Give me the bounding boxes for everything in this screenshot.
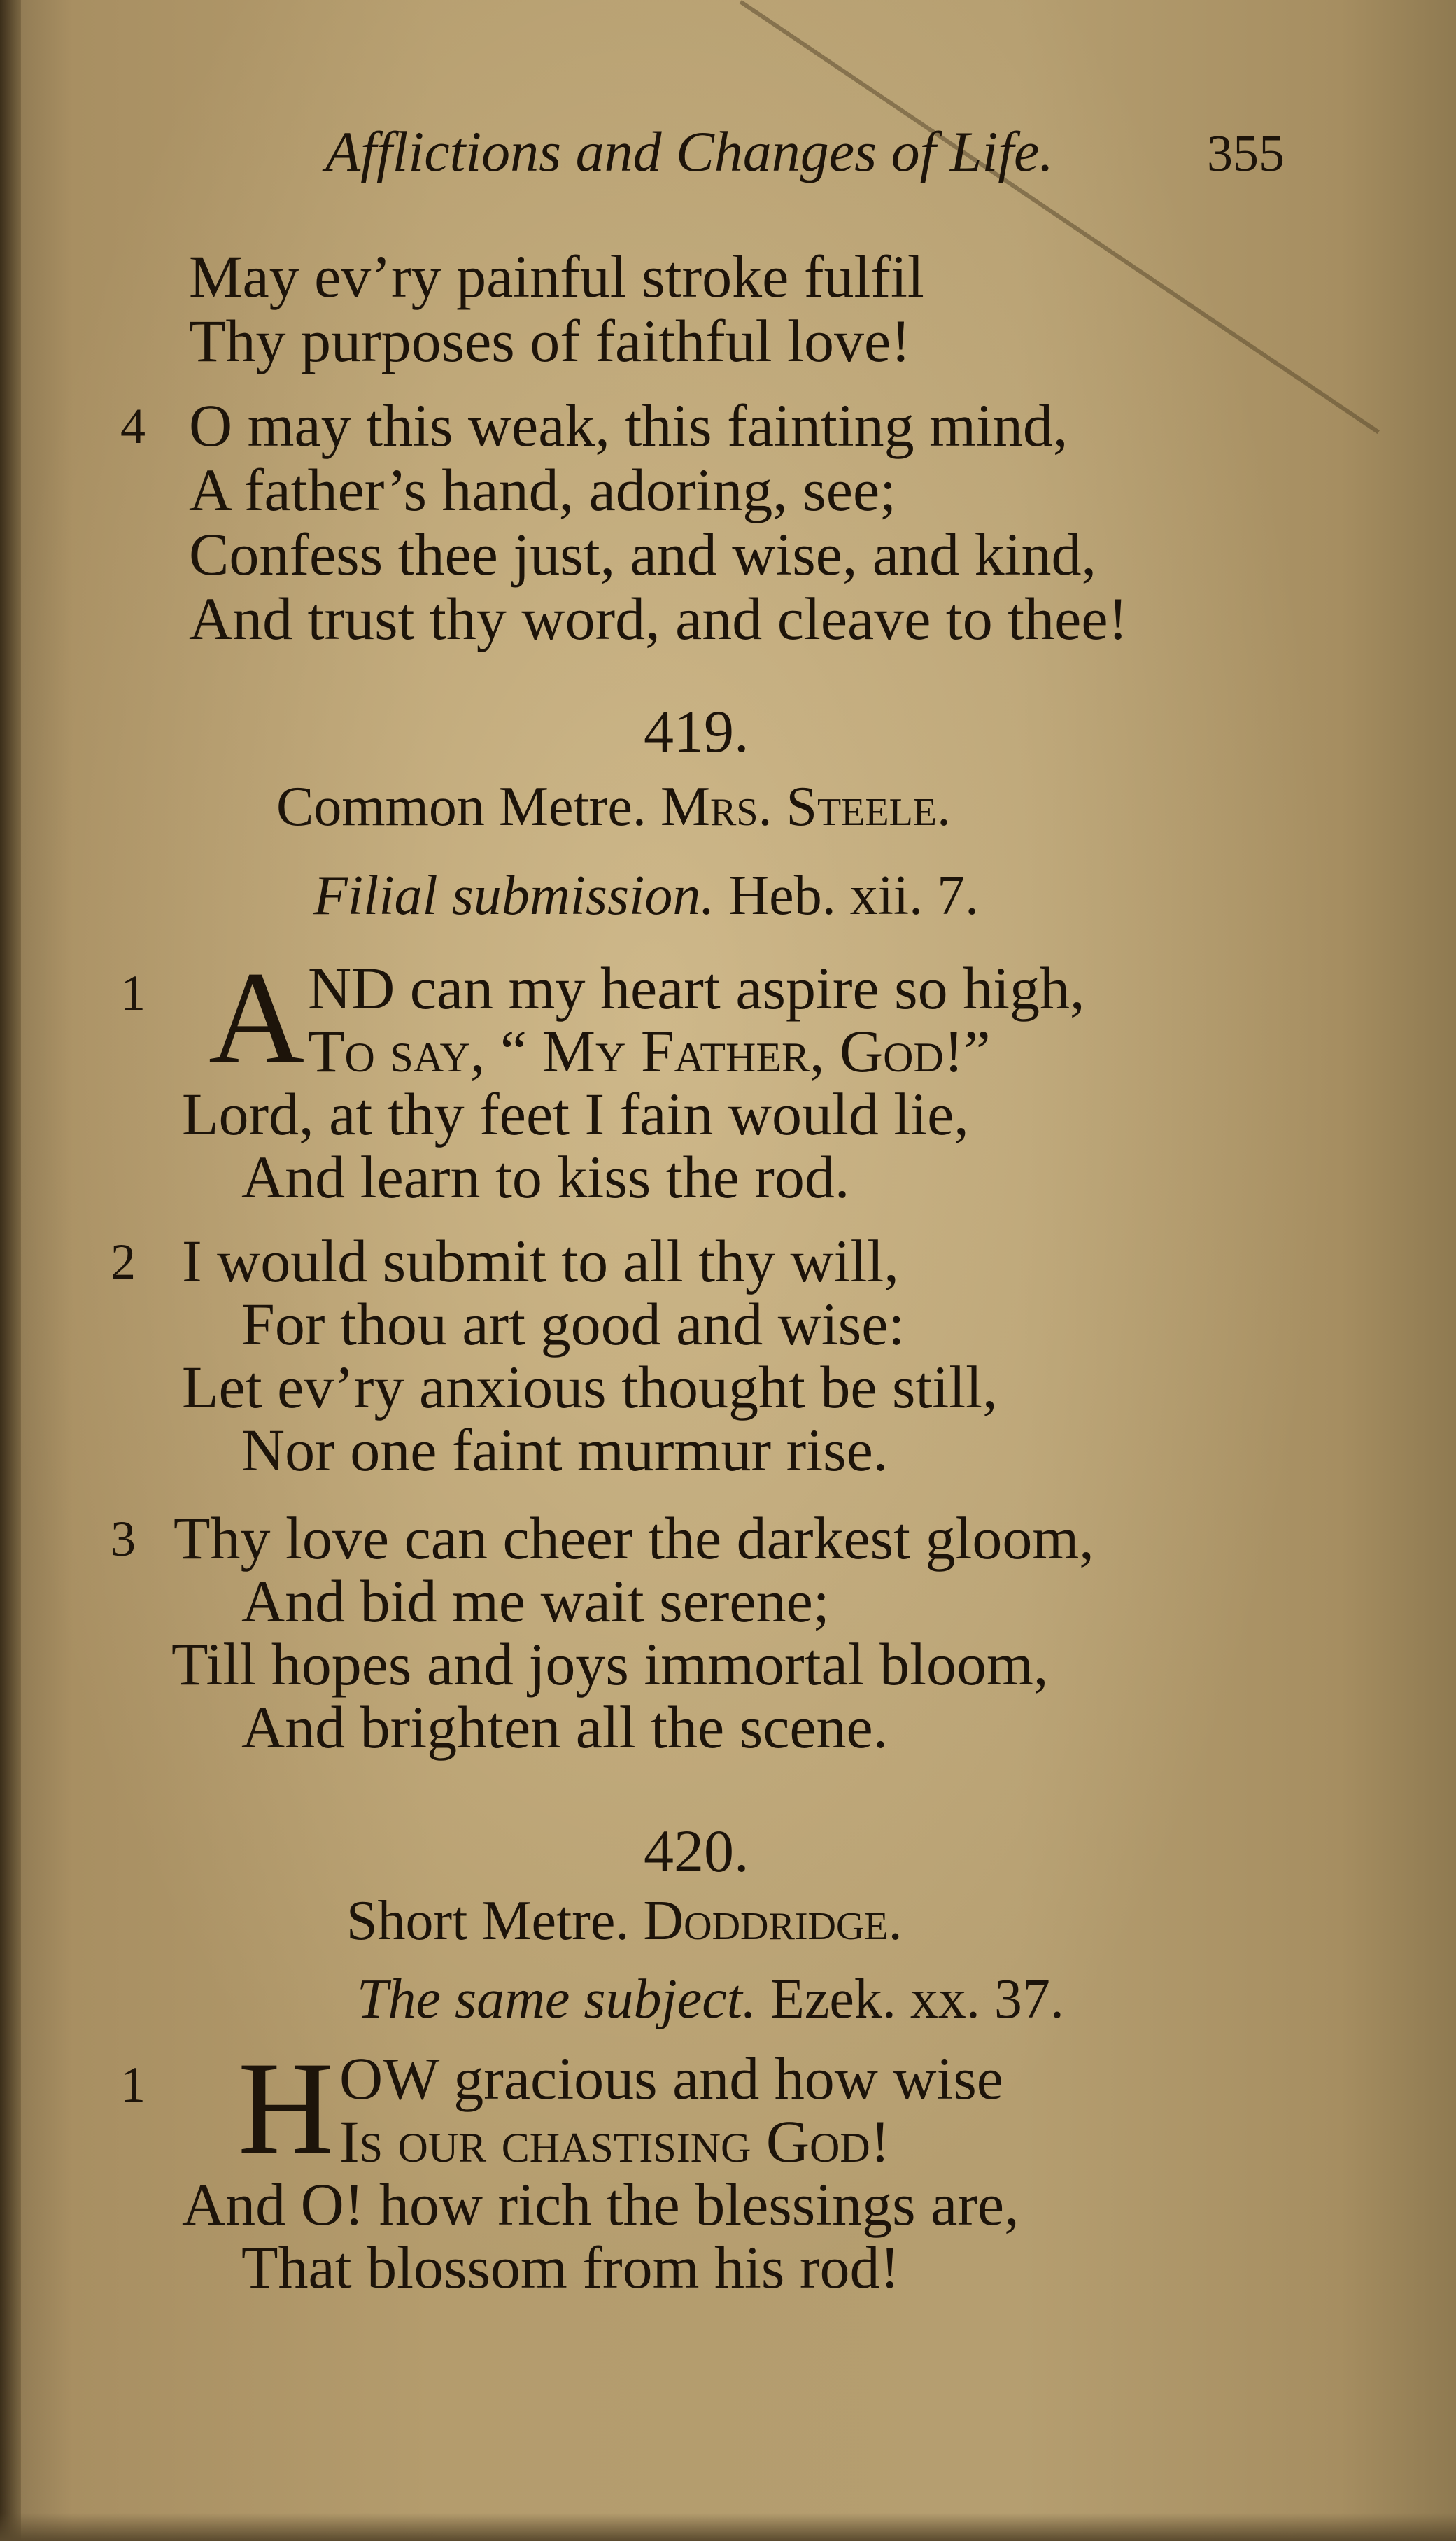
verse-line: That blossom from his rod! xyxy=(241,2234,900,2301)
verse-line: ND can my heart aspire so high, xyxy=(308,955,1085,1022)
verse-line: To say, “ My Father, God!” xyxy=(308,1018,991,1085)
author: Mrs. Steele. xyxy=(660,776,951,838)
verse-line: And O! how rich the blessings are, xyxy=(182,2171,1019,2238)
verse-line: Thy purposes of faithful love! xyxy=(189,307,911,374)
verse-number: 1 xyxy=(120,2057,146,2113)
verse-line: And trust thy word, and cleave to thee! xyxy=(189,585,1129,652)
verse-line: OW gracious and how wise xyxy=(339,2045,1003,2112)
running-title: Afflictions and Changes of Life. xyxy=(325,120,1054,183)
verse-number: 3 xyxy=(111,1511,136,1567)
verse-line: Till hopes and joys immortal bloom, xyxy=(171,1631,1049,1698)
scripture-reference: Heb. xii. 7. xyxy=(728,865,980,927)
hymn-number: 419. xyxy=(644,698,749,765)
page-number: 355 xyxy=(1207,125,1285,183)
verse-line: Let ev’ry anxious thought be still, xyxy=(182,1353,998,1421)
verse-line: May ev’ry painful stroke fulfil xyxy=(189,243,924,310)
verse-line: Lord, at thy feet I fain would lie, xyxy=(182,1081,969,1148)
verse-line: Is our chastising God! xyxy=(339,2108,891,2175)
page-bottom-edge xyxy=(0,2513,1456,2541)
verse-line: Thy love can cheer the darkest gloom, xyxy=(174,1505,1094,1572)
verse-line: And bid me wait serene; xyxy=(241,1568,830,1635)
subject: The same subject. xyxy=(357,1969,757,2030)
verse-line: And brighten all the scene. xyxy=(241,1694,889,1761)
author: Doddridge. xyxy=(643,1890,903,1952)
hymn-meter-line xyxy=(346,1889,903,1953)
verse-line: I would submit to all thy will, xyxy=(182,1227,899,1295)
verse-line: For thou art good and wise: xyxy=(241,1290,905,1358)
verse-number: 4 xyxy=(120,398,146,454)
drop-cap: H xyxy=(238,2035,334,2182)
verse-line: Nor one faint murmur rise. xyxy=(241,1416,889,1484)
verse-line: And learn to kiss the rod. xyxy=(241,1143,850,1211)
scripture-reference: Ezek. xx. 37. xyxy=(770,1969,1064,2030)
hymn-subject-line xyxy=(357,1968,1064,2032)
verse-number: 2 xyxy=(111,1234,136,1290)
meter: Common Metre. xyxy=(276,776,646,838)
verse-line: Confess thee just, and wise, and kind, xyxy=(189,521,1096,588)
hymn-meter-line xyxy=(276,775,951,839)
subject: Filial submission. xyxy=(313,865,715,927)
page-left-edge xyxy=(0,0,21,2541)
verse-line: A father’s hand, adoring, see; xyxy=(189,456,897,523)
hymn-subject-line xyxy=(313,864,979,928)
verse-number: 1 xyxy=(120,965,146,1021)
meter: Short Metre. xyxy=(346,1890,630,1952)
verse-line: O may this weak, this fainting mind, xyxy=(189,392,1068,459)
hymn-number: 420. xyxy=(644,1817,749,1885)
drop-cap: A xyxy=(208,945,305,1092)
